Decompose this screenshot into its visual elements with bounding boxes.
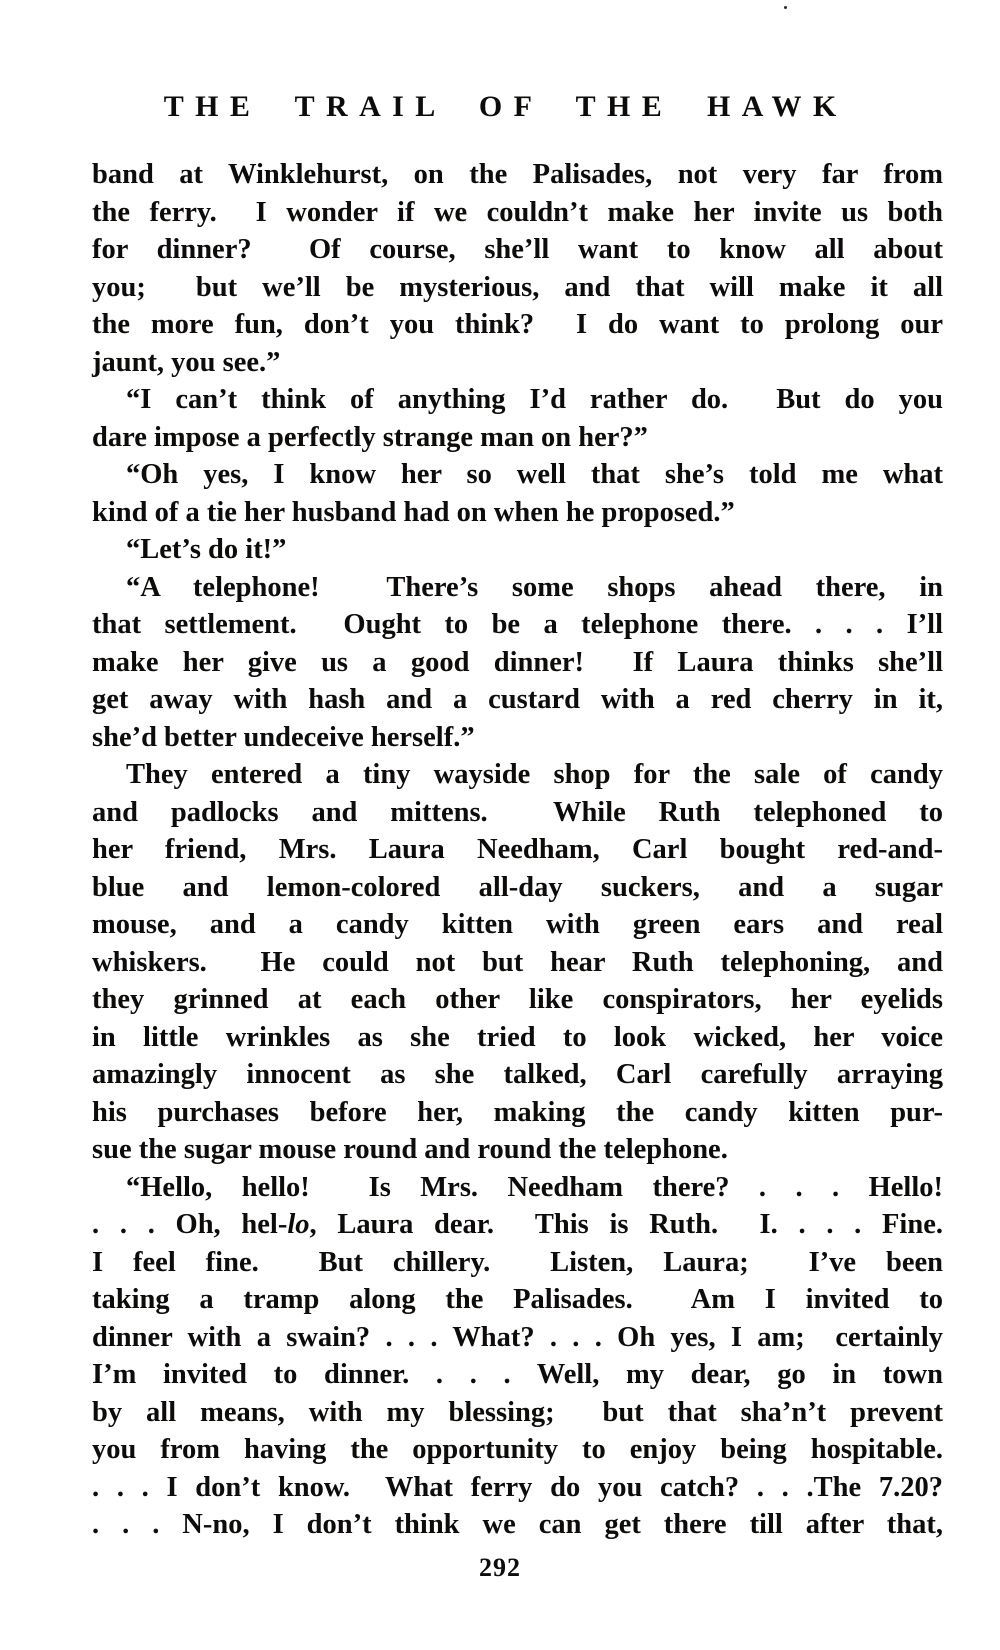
body-line: . . . I don’t know. What ferry do you catch? . . .The 7.20? — [92, 1471, 943, 1503]
body-line: “Oh yes, I know her so well that she’s told me what — [126, 459, 943, 490]
body-line: in little wrinkles as she tried to look wicked, her voice — [92, 1021, 943, 1053]
body-line: kind of a tie her husband had on when he proposed.” — [92, 496, 735, 528]
running-head: THE TRAIL OF THE HAWK — [163, 90, 848, 123]
body-line: amazingly innocent as she talked, Carl carefully arraying — [92, 1059, 943, 1090]
body-line: “Let’s do it!” — [126, 534, 287, 565]
body-line: you; but we’ll be mysterious, and that will make it all — [92, 271, 943, 303]
body-line: They entered a tiny wayside shop for the sale of candy — [126, 759, 943, 790]
body-line: “I can’t think of anything I’d rather do. But do you — [126, 384, 943, 415]
body-line: make her give us a good dinner! If Laura thinks she’ll — [92, 646, 943, 678]
body-line: dare impose a perfectly strange man on her?” — [92, 421, 648, 453]
body-line: band at Winklehurst, on the Palisades, not very far from — [92, 159, 943, 190]
body-line: taking a tramp along the Palisades. Am I invited to — [92, 1284, 943, 1315]
body-text — [92, 156, 943, 1544]
body-line: she’d better undeceive herself.” — [92, 721, 475, 753]
body-line: mouse, and a candy kitten with green ears and real — [92, 909, 943, 940]
body-line: . . . N-no, I don’t think we can get there till after that, — [92, 1509, 943, 1540]
body-line: you from having the opportunity to enjoy being hospitable. — [92, 1434, 943, 1465]
body-line: the ferry. I wonder if we couldn’t make her invite us both — [92, 196, 943, 228]
body-line: “Hello, hello! Is Mrs. Needham there? . . . Hello! — [126, 1171, 943, 1203]
body-line: get away with hash and a custard with a red cherry in it, — [92, 684, 943, 715]
body-line: the more fun, don’t you think? I do want to prolong our — [92, 309, 943, 340]
body-line: jaunt, you see.” — [92, 346, 281, 378]
body-line: blue and lemon-colored all-day suckers, and a sugar — [92, 871, 943, 903]
body-line: . . . Oh, hel-lo, Laura dear. This is Ruth. I. . . . Fine. — [92, 1209, 943, 1240]
body-line: I feel fine. But chillery. Listen, Laura; I’ve been — [92, 1246, 943, 1278]
body-line: they grinned at each other like conspirators, her eyelids — [92, 984, 943, 1015]
body-line: “A telephone! There’s some shops ahead there, in — [126, 571, 943, 603]
body-line: for dinner? Of course, she’ll want to know all about — [92, 234, 943, 265]
body-line: I’m invited to dinner. . . . Well, my dear, go in town — [92, 1359, 943, 1390]
body-line: her friend, Mrs. Laura Needham, Carl bought red-and- — [92, 834, 943, 865]
body-line: dinner with a swain? . . . What? . . . Oh yes, I am; certainly — [92, 1321, 943, 1353]
scan-speck — [784, 6, 787, 9]
page-number: 292 — [479, 1552, 521, 1582]
body-line: whiskers. He could not but hear Ruth telephoning, and — [92, 946, 943, 978]
body-line: and padlocks and mittens. While Ruth telephoned to — [92, 796, 943, 828]
body-line: his purchases before her, making the candy kitten pur- — [92, 1096, 943, 1128]
body-line: by all means, with my blessing; but that sha’n’t prevent — [92, 1396, 943, 1428]
body-line: that settlement. Ought to be a telephone there. . . . I’ll — [92, 609, 943, 640]
body-line: sue the sugar mouse round and round the telephone. — [92, 1134, 728, 1165]
